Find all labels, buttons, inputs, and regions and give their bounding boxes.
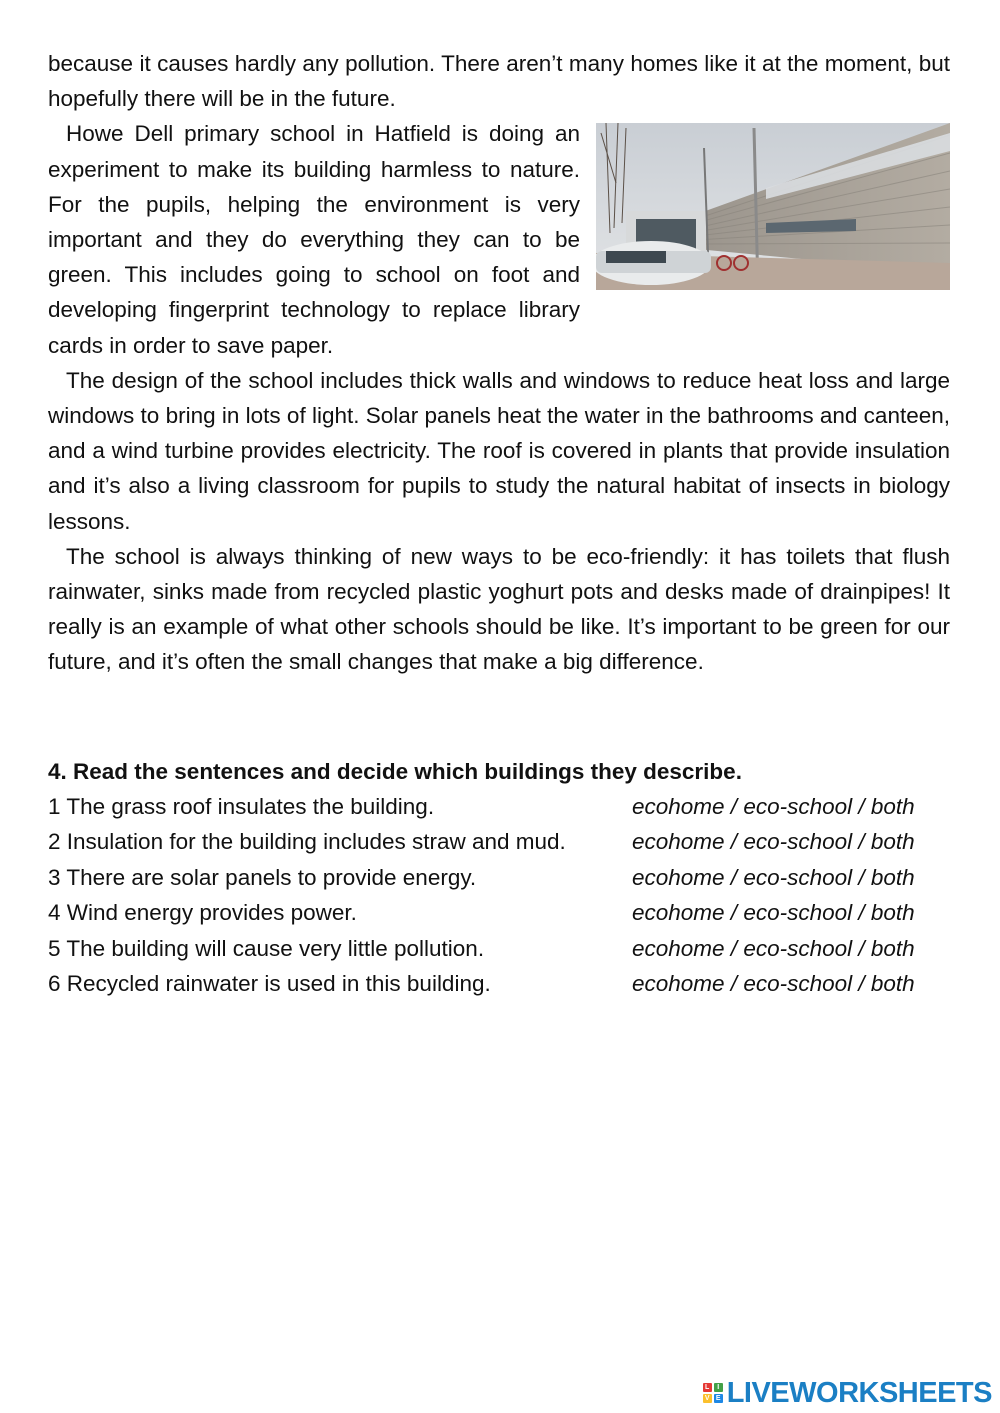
liveworksheets-logo <box>703 1378 992 1408</box>
paragraph-3: The design of the school includes thick walls and windows to reduce heat loss and large windows to bring in lots of light. Solar panels heat the water in the bathrooms and canteen, and a wind turbine provides electricity. The roof is covered in plants that provide insulation and it’s also a living classroom for pupils to study the natural habitat of insects in biology lessons. <box>48 367 950 534</box>
logo-badge-letter: V <box>703 1394 712 1403</box>
item-sentence: 3 There are solar panels to provide energy. <box>48 864 477 890</box>
item-choices[interactable]: ecohome / eco-school / both <box>632 900 915 926</box>
logo-badge-letter: I <box>714 1383 723 1392</box>
paragraph-4: The school is always thinking of new ways to be eco-friendly: it has toilets that flush rainwater, sinks made from recycled plastic yoghurt pots and desks made of drainpipes! It really is an example of what other schools should be like. It’s important to be green for our future, and it’s often the small changes that make a big difference. <box>48 543 950 675</box>
exercise-item <box>48 863 950 898</box>
exercise-list <box>48 792 950 1004</box>
logo-text: LIVEWORKSHEETS <box>726 1376 992 1409</box>
item-sentence: 5 The building will cause very little pollution. <box>48 935 485 961</box>
exercise-item <box>48 898 950 933</box>
item-choices[interactable]: ecohome / eco-school / both <box>632 970 915 996</box>
paragraph-1: because it causes hardly any pollution. There aren’t many homes like it at the moment, but hopefully there will be in the future. <box>48 51 950 112</box>
item-sentence: 4 Wind energy provides power. <box>48 900 357 926</box>
exercise-item <box>48 792 950 827</box>
exercise-item <box>48 969 950 1004</box>
exercise-item <box>48 934 950 969</box>
item-choices[interactable]: ecohome / eco-school / both <box>632 864 915 890</box>
exercise-heading: 4. Read the sentences and decide which buildings they describe. <box>48 759 742 784</box>
item-sentence: 1 The grass roof insulates the building. <box>48 794 435 819</box>
item-choices[interactable]: ecohome / eco-school / both <box>632 829 915 855</box>
logo-badge-letter: L <box>703 1383 712 1392</box>
item-choices[interactable]: ecohome / eco-school / both <box>632 794 915 819</box>
item-choices[interactable]: ecohome / eco-school / both <box>632 935 915 961</box>
reading-text <box>48 46 950 680</box>
item-sentence: 6 Recycled rainwater is used in this building. <box>48 970 491 996</box>
logo-badge-icon <box>703 1383 723 1403</box>
paragraph-2: Howe Dell primary school in Hatfield is doing an experiment to make its building harmless to nature. For the pupils, helping the environment is very important and they do everything they can to be green. This includes going to school on foot and developing fingerprint technology to replace library cards in order to save paper. <box>48 121 580 358</box>
exercise-item <box>48 827 950 862</box>
school-building-photo <box>596 123 950 290</box>
logo-badge-letter: E <box>714 1394 723 1403</box>
item-sentence: 2 Insulation for the building includes straw and mud. <box>48 829 566 855</box>
